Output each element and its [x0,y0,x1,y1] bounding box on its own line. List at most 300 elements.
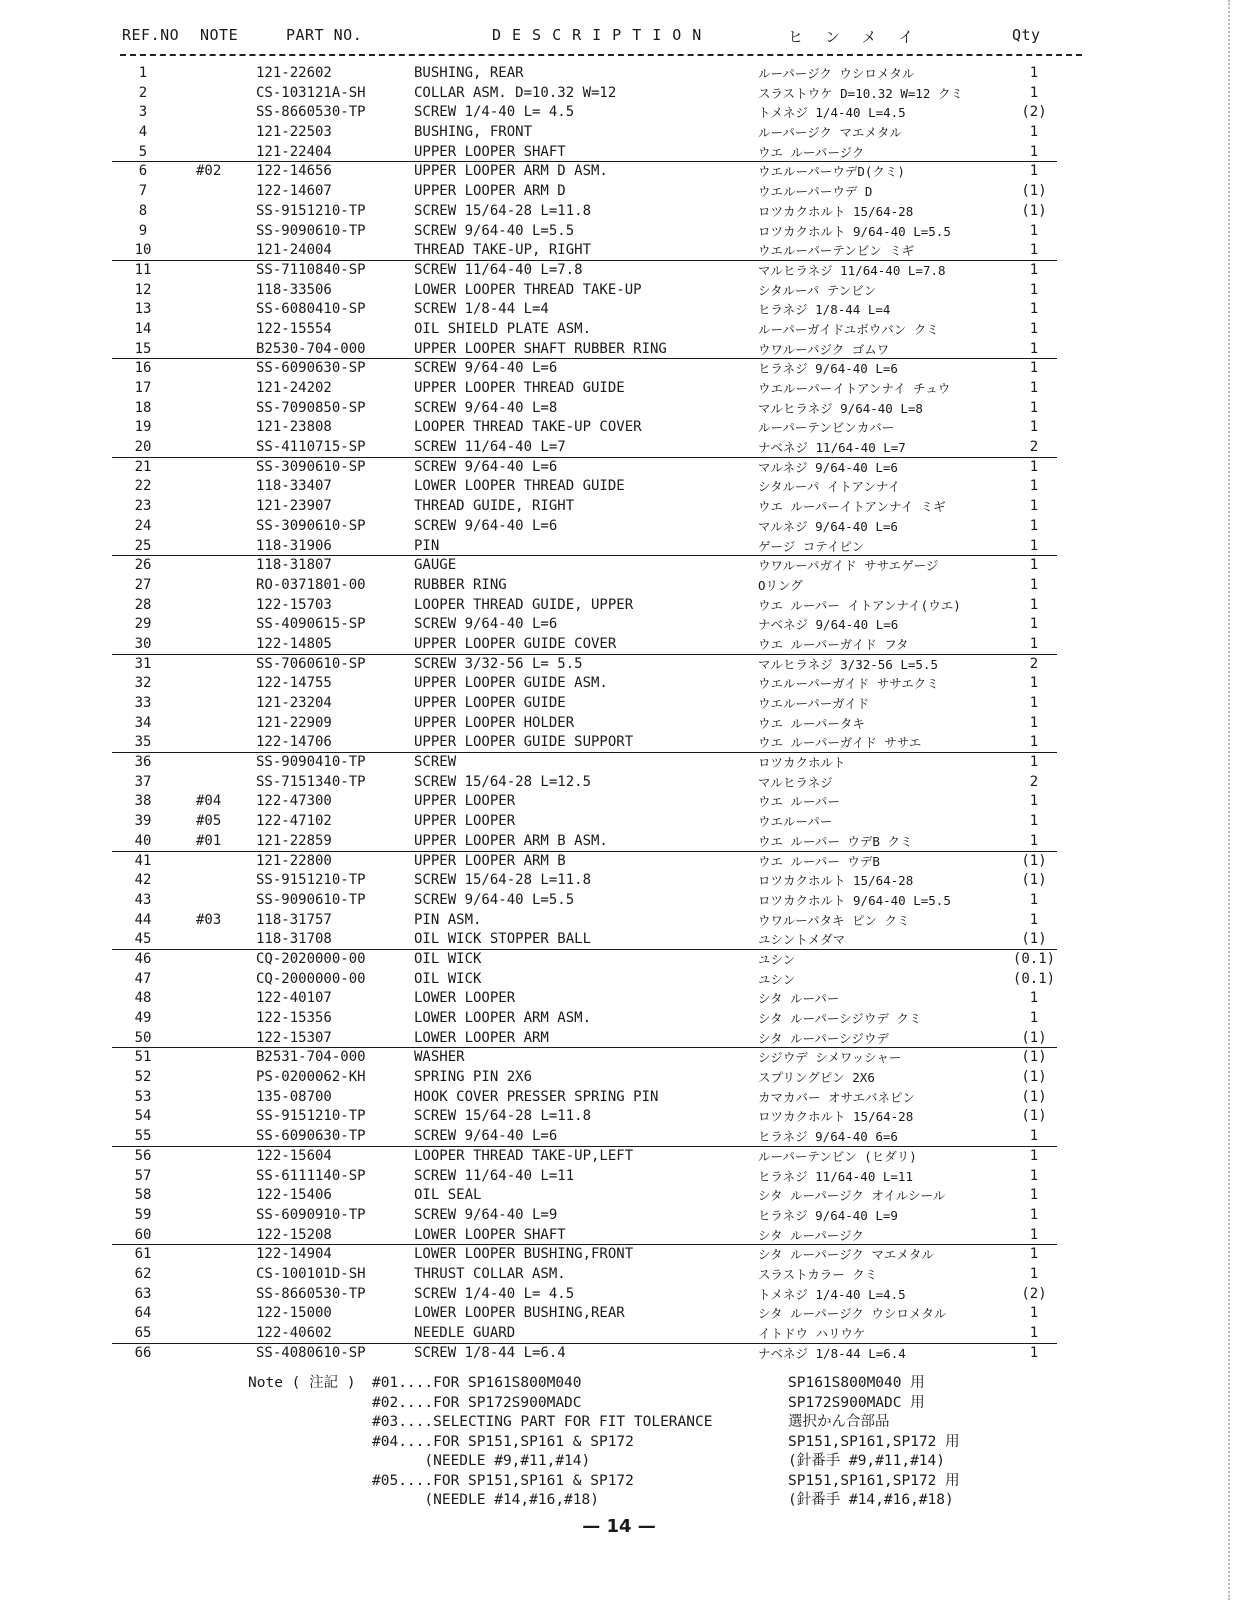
parts-table [0,64,1238,1363]
part-no-cell: 122-15703 [256,596,332,613]
ref-no-cell: 9 [138,222,148,239]
description-cell: LOWER LOOPER THREAD GUIDE [414,478,625,495]
description-cell: SCREW 11/64-40 L=7 [414,439,566,456]
ref-no-cell: 30 [134,635,152,652]
description-cell: UPPER LOOPER [414,793,516,810]
ref-no-cell: 40 [134,832,152,849]
kana-cell: ウエルーパー [758,814,833,830]
note-jp: (針番手 #9,#11,#14) [788,1453,945,1469]
table-row [0,1186,1238,1206]
part-no-cell: SS-7090850-SP [256,399,366,416]
table-row [0,970,1238,990]
part-no-cell: 118-31807 [256,557,332,574]
part-no-cell: 122-14706 [256,734,332,751]
table-row [0,1088,1238,1108]
qty-cell: 1 [1029,793,1039,810]
kana-cell: ルーパージク ウシロメタル [758,66,915,81]
table-row [0,261,1238,281]
description-cell: HOOK COVER PRESSER SPRING PIN [414,1088,659,1105]
ref-no-cell: 26 [134,557,152,574]
note-jp: (針番手 #14,#16,#18) [788,1492,954,1508]
note-jp: SP161S800M040 用 [788,1375,925,1391]
qty-cell: 1 [1029,261,1039,278]
note-line-4 [0,1452,1238,1472]
table-row [0,103,1238,123]
qty-cell: (1) [1021,1049,1047,1066]
qty-cell: 1 [1029,301,1039,318]
kana-cell: ルーパーガイドユボウバン クミ [758,321,939,337]
table-row [0,438,1238,458]
part-no-cell: 122-40602 [256,1325,332,1341]
part-no-cell: SS-9090610-TP [256,222,366,239]
ref-no-cell: 20 [134,439,152,456]
qty-cell: 1 [1029,1305,1039,1322]
kana-cell: ウエ ルーパーガイド ササエ [758,735,922,751]
qty-cell: 1 [1029,1246,1039,1263]
part-no-cell: 121-22800 [256,852,332,869]
part-no-cell: 121-22909 [256,714,332,731]
part-no-cell: CQ-2000000-00 [256,970,366,987]
ref-no-cell: 3 [138,104,148,121]
ref-no-cell: 6 [138,163,148,180]
table-row [0,458,1238,478]
table-row [0,989,1238,1009]
description-cell: SCREW 9/64-40 L=6 [414,616,558,633]
ref-no-cell: 19 [134,419,152,436]
note-cell: #04 [196,793,222,810]
note-en: #04....FOR SP151,SP161 & SP172 [372,1433,634,1450]
ref-no-cell: 21 [134,458,152,475]
ref-no-cell: 23 [134,498,152,515]
ref-no-cell: 41 [134,852,152,869]
description-cell: UPPER LOOPER GUIDE ASM. [414,675,608,692]
description-cell: UPPER LOOPER ARM B [414,852,566,869]
note-line-2 [0,1413,1238,1433]
description-cell: COLLAR ASM. D=10.32 W=12 [414,84,617,101]
part-no-cell: 122-40107 [256,990,332,1007]
kana-cell: シジウデ シメワッシャー [758,1050,902,1066]
kana-cell: マルヒラネジ 11/64-40 L=7.8 [758,262,946,278]
description-cell: GAUGE [414,557,457,574]
kana-cell: シタ ルーパージク オイルシール [758,1188,946,1204]
note-line-3 [0,1433,1238,1453]
kana-cell: ウエ ルーパータキ [758,715,865,731]
qty-cell: 1 [1029,380,1039,396]
kana-cell: ウワルーパガイド ササエゲージ [758,558,939,574]
ref-no-cell: 53 [134,1088,152,1105]
ref-no-cell: 61 [134,1246,152,1263]
table-row [0,773,1238,793]
description-cell: SCREW 11/64-40 L=7.8 [414,261,583,278]
kana-cell: ロツカクホルト 15/64-28 [758,873,914,889]
description-cell: SCREW 15/64-28 L=11.8 [414,1108,592,1125]
part-no-cell: SS-8660530-TP [256,1285,366,1302]
qty-cell: 1 [1029,242,1039,259]
note-en: (NEEDLE #9,#11,#14) [372,1453,591,1469]
description-cell: UPPER LOOPER ARM D ASM. [414,163,608,180]
kana-cell: ウエルーパーウデD(クミ) [758,164,905,180]
ref-no-cell: 38 [134,793,152,810]
qty-cell: (2) [1021,104,1047,121]
kana-cell: ロツカクホルト 9/64-40 L=5.5 [758,223,951,239]
description-cell: SCREW 9/64-40 L=6 [414,458,558,475]
kana-cell: イトドウ ハリウケ [758,1326,866,1341]
table-row [0,1265,1238,1285]
qty-cell: 2 [1029,773,1039,790]
part-no-cell: 122-14607 [256,183,332,200]
ref-no-cell: 29 [134,616,152,633]
qty-cell: 1 [1029,360,1039,377]
part-no-cell: SS-3090610-SP [256,517,366,534]
note-cell: #02 [196,163,222,180]
note-cell: #05 [196,813,222,830]
ref-no-cell: 22 [134,478,152,495]
kana-cell: マルヒラネジ 3/32-56 L=5.5 [758,656,938,672]
table-row [0,1324,1238,1344]
ref-no-cell: 24 [134,517,152,534]
ref-no-cell: 1 [138,65,148,81]
table-row [0,635,1238,655]
ref-no-cell: 44 [134,911,152,928]
description-cell: SCREW 3/32-56 L= 5.5 [414,655,583,672]
kana-cell: ロツカクホルト [758,755,846,771]
part-no-cell: PS-0200062-KH [256,1069,366,1086]
ref-no-cell: 49 [134,1010,152,1026]
ref-no-cell: 14 [134,320,152,337]
part-no-cell: 118-33407 [256,478,332,495]
description-cell: LOOPER THREAD TAKE-UP COVER [414,419,642,436]
description-cell: PIN ASM. [414,911,482,928]
part-no-cell: 121-24202 [256,380,332,396]
part-no-cell: 122-14755 [256,675,332,692]
kana-cell: ウワルーパジク ゴムワ [758,341,890,357]
ref-no-cell: 42 [134,872,152,889]
qty-cell: 1 [1029,65,1039,81]
table-row [0,202,1238,222]
qty-cell: (1) [1021,1069,1047,1086]
part-no-cell: SS-4110715-SP [256,439,366,456]
description-cell: SCREW 9/64-40 L=6 [414,517,558,534]
table-row [0,1048,1238,1068]
table-row [0,222,1238,242]
ref-no-cell: 18 [134,399,152,416]
header-description: DESCRIPTION [492,26,713,44]
header-ref-no: REF.NO [122,26,180,44]
kana-cell: ウエルーパーガイド [758,696,870,711]
description-cell: UPPER LOOPER [414,813,516,830]
table-row [0,1107,1238,1127]
part-no-cell: 122-47300 [256,793,332,810]
table-row [0,537,1238,557]
header-divider [120,54,1082,56]
qty-cell: 1 [1029,911,1039,928]
qty-cell: 1 [1029,320,1039,337]
part-no-cell: 121-23808 [256,419,332,436]
qty-cell: 1 [1029,517,1039,534]
ref-no-cell: 2 [138,84,148,101]
description-cell: LOWER LOOPER ARM ASM. [414,1010,592,1026]
ref-no-cell: 11 [134,261,152,278]
kana-cell: シタ ルーパージク マエメタル [758,1247,934,1263]
ref-no-cell: 46 [134,950,152,967]
qty-cell: 1 [1029,419,1039,436]
part-no-cell: 122-15356 [256,1010,332,1026]
table-row [0,556,1238,576]
ref-no-cell: 12 [134,281,152,298]
ref-no-cell: 35 [134,734,152,751]
table-row [0,1167,1238,1187]
ref-no-cell: 52 [134,1069,152,1086]
table-row [0,497,1238,517]
page-number: — 14 — [582,1516,656,1537]
header-note: NOTE [200,26,239,44]
part-no-cell: SS-9151210-TP [256,202,366,219]
kana-cell: ユシン [758,971,796,987]
qty-cell: 1 [1029,124,1039,141]
table-row [0,753,1238,773]
kana-cell: シタルーパ テンビン [758,282,877,298]
description-cell: SCREW 1/4-40 L= 4.5 [414,1285,575,1302]
qty-cell: 1 [1029,695,1039,711]
kana-cell: ヒラネジ 9/64-40 6=6 [758,1129,898,1145]
table-row [0,320,1238,340]
part-no-cell: 122-47102 [256,813,332,830]
description-cell: LOWER LOOPER BUSHING,REAR [414,1305,625,1322]
ref-no-cell: 16 [134,360,152,377]
table-row [0,1029,1238,1049]
table-row [0,674,1238,694]
qty-cell: 1 [1029,281,1039,298]
table-row [0,576,1238,596]
part-no-cell: SS-7060610-SP [256,655,366,672]
kana-cell: ロツカクホルト 9/64-40 L=5.5 [758,892,951,908]
table-row [0,340,1238,360]
header-kana: ヒンメイ [788,28,936,46]
part-no-cell: SS-3090610-SP [256,458,366,475]
kana-cell: マルネジ 9/64-40 L=6 [758,459,898,475]
description-cell: SCREW 9/64-40 L=6 [414,360,558,377]
qty-cell: 1 [1029,1265,1039,1282]
kana-cell: ロツカクホルト 15/64-28 [758,1109,914,1125]
table-row [0,517,1238,537]
qty-cell: 1 [1029,557,1039,574]
description-cell: SCREW 1/4-40 L= 4.5 [414,104,575,121]
kana-cell: シタ ルーパージク [758,1227,864,1243]
note-en: #02....FOR SP172S900MADC [372,1394,582,1411]
part-no-cell: SS-9090610-TP [256,891,366,908]
note-cell: #03 [196,911,222,928]
kana-cell: ウエ ルーパー [758,794,840,810]
part-no-cell: SS-6090630-TP [256,1128,366,1145]
qty-cell: 1 [1029,990,1039,1007]
qty-cell: (1) [1021,183,1047,200]
description-cell: LOWER LOOPER THREAD TAKE-UP [414,281,642,298]
part-no-cell: SS-9090410-TP [256,754,366,771]
kana-cell: シタ ルーパー [758,991,840,1007]
description-cell: SCREW 15/64-28 L=11.8 [414,202,592,219]
table-row [0,418,1238,438]
ref-no-cell: 63 [134,1285,152,1302]
description-cell: SCREW 9/64-40 L=6 [414,1128,558,1145]
note-cell: #01 [196,832,222,849]
ref-no-cell: 60 [134,1226,152,1243]
qty-cell: 1 [1029,1206,1039,1223]
ref-no-cell: 50 [134,1029,152,1046]
kana-cell: ルーパーテンビンカバー [758,420,895,436]
kana-cell: ルーパージク マエメタル [758,125,902,141]
table-row [0,615,1238,635]
part-no-cell: 135-08700 [256,1088,332,1105]
kana-cell: ウエ ルーパー ウデB [758,853,880,869]
qty-cell: (1) [1021,931,1047,948]
table-row [0,812,1238,832]
table-row [0,694,1238,714]
kana-cell: ウエルーパーイトアンナイ チュウ [758,381,951,396]
table-row [0,1344,1238,1364]
qty-cell: 1 [1029,832,1039,849]
ref-no-cell: 32 [134,675,152,692]
part-no-cell: 122-15000 [256,1305,332,1322]
kana-cell: ウエ ルーパーガイド フタ [758,636,909,652]
kana-cell: ウエルーパーウデ D [758,184,873,200]
ref-no-cell: 51 [134,1049,152,1066]
description-cell: RUBBER RING [414,576,507,593]
kana-cell: ウワルーパタキ ピン クミ [758,912,910,928]
ref-no-cell: 56 [134,1147,152,1164]
notes-section [0,1374,1238,1511]
ref-no-cell: 34 [134,714,152,731]
description-cell: OIL SHIELD PLATE ASM. [414,320,592,337]
kana-cell: ウエ ルーパー イトアンナイ(ウエ) [758,597,961,613]
table-row [0,359,1238,379]
part-no-cell: SS-9151210-TP [256,872,366,889]
kana-cell: ウエ ルーパー ウデB クミ [758,833,913,849]
part-no-cell: SS-7151340-TP [256,773,366,790]
kana-cell: ウエ ルーパージク [758,144,865,160]
part-no-cell: SS-7110840-SP [256,261,366,278]
part-no-cell: 122-15554 [256,320,332,337]
qty-cell: 1 [1029,1010,1039,1026]
qty-cell: 1 [1029,478,1039,495]
description-cell: OIL WICK STOPPER BALL [414,931,592,948]
table-row [0,1068,1238,1088]
kana-cell: ヒラネジ 9/64-40 L=6 [758,361,898,377]
kana-cell: スラストカラー クミ [758,1266,878,1282]
description-cell: SCREW 9/64-40 L=5.5 [414,891,575,908]
part-no-cell: 118-31757 [256,911,332,928]
ref-no-cell: 55 [134,1128,152,1145]
part-no-cell: 122-15604 [256,1147,332,1164]
part-no-cell: 118-31708 [256,931,332,948]
kana-cell: ヒラネジ 1/8-44 L=4 [758,302,891,318]
table-row [0,792,1238,812]
part-no-cell: 122-15208 [256,1226,332,1243]
table-row [0,477,1238,497]
table-row [0,143,1238,163]
table-row [0,1127,1238,1147]
description-cell: NEEDLE GUARD [414,1325,516,1341]
qty-cell: 1 [1029,1226,1039,1243]
table-row [0,655,1238,675]
ref-no-cell: 65 [134,1325,152,1341]
part-no-cell: 121-22602 [256,65,332,81]
qty-cell: 1 [1029,222,1039,239]
ref-no-cell: 28 [134,596,152,613]
qty-cell: 1 [1029,1147,1039,1164]
description-cell: SCREW 1/8-44 L=4 [414,301,549,318]
qty-cell: 1 [1029,616,1039,633]
table-row [0,1226,1238,1246]
description-cell: UPPER LOOPER ARM D [414,183,566,200]
ref-no-cell: 4 [138,124,148,141]
qty-cell: 1 [1029,714,1039,731]
note-en: #01....FOR SP161S800M040 [372,1375,582,1391]
part-no-cell: SS-6111140-SP [256,1167,366,1184]
description-cell: THREAD TAKE-UP, RIGHT [414,242,592,259]
table-row [0,84,1238,104]
part-no-cell: 122-15406 [256,1187,332,1204]
ref-no-cell: 15 [134,340,152,357]
note-jp: 選択かん合部品 [788,1414,890,1430]
qty-cell: 1 [1029,340,1039,357]
description-cell: LOWER LOOPER BUSHING,FRONT [414,1246,634,1263]
table-row [0,852,1238,872]
table-row [0,182,1238,202]
kana-cell: スラストウケ D=10.32 W=12 クミ [758,85,963,101]
note-jp: SP151,SP161,SP172 用 [788,1472,960,1489]
ref-no-cell: 27 [134,576,152,593]
kana-cell: ユシン [758,951,796,967]
table-row [0,241,1238,261]
table-row [0,162,1238,182]
qty-cell: 1 [1029,84,1039,101]
qty-cell: 1 [1029,675,1039,692]
description-cell: UPPER LOOPER GUIDE [414,695,566,711]
table-row [0,832,1238,852]
table-row [0,714,1238,734]
description-cell: LOOPER THREAD TAKE-UP,LEFT [414,1147,634,1164]
qty-cell: 1 [1029,143,1039,160]
ref-no-cell: 25 [134,537,152,554]
description-cell: SCREW 9/64-40 L=9 [414,1206,558,1223]
ref-no-cell: 54 [134,1108,152,1125]
qty-cell: 1 [1029,1187,1039,1204]
note-line-1 [0,1394,1238,1414]
qty-cell: 2 [1029,655,1039,672]
part-no-cell: SS-6090630-SP [256,360,366,377]
qty-cell: 1 [1029,576,1039,593]
qty-cell: 1 [1029,813,1039,830]
note-en: #03....SELECTING PART FOR FIT TOLERANCE [372,1414,713,1430]
description-cell: BUSHING, FRONT [414,124,533,141]
ref-no-cell: 58 [134,1187,152,1204]
qty-cell: 1 [1029,754,1039,771]
qty-cell: (1) [1021,872,1047,889]
ref-no-cell: 62 [134,1265,152,1282]
kana-cell: ロツカクホルト 15/64-28 [758,203,914,219]
kana-cell: トメネジ 1/4-40 L=4.5 [758,1286,906,1302]
qty-cell: 2 [1029,439,1039,456]
table-row [0,1206,1238,1226]
header-part-no: PART NO. [286,26,363,44]
description-cell: PIN [414,537,440,554]
kana-cell: ナベネジ 1/8-44 L=6.4 [758,1345,906,1361]
description-cell: LOOPER THREAD GUIDE, UPPER [414,596,634,613]
qty-cell: 1 [1029,1167,1039,1184]
part-no-cell: SS-4080610-SP [256,1344,366,1361]
description-cell: UPPER LOOPER THREAD GUIDE [414,380,625,396]
qty-cell: 1 [1029,1128,1039,1145]
